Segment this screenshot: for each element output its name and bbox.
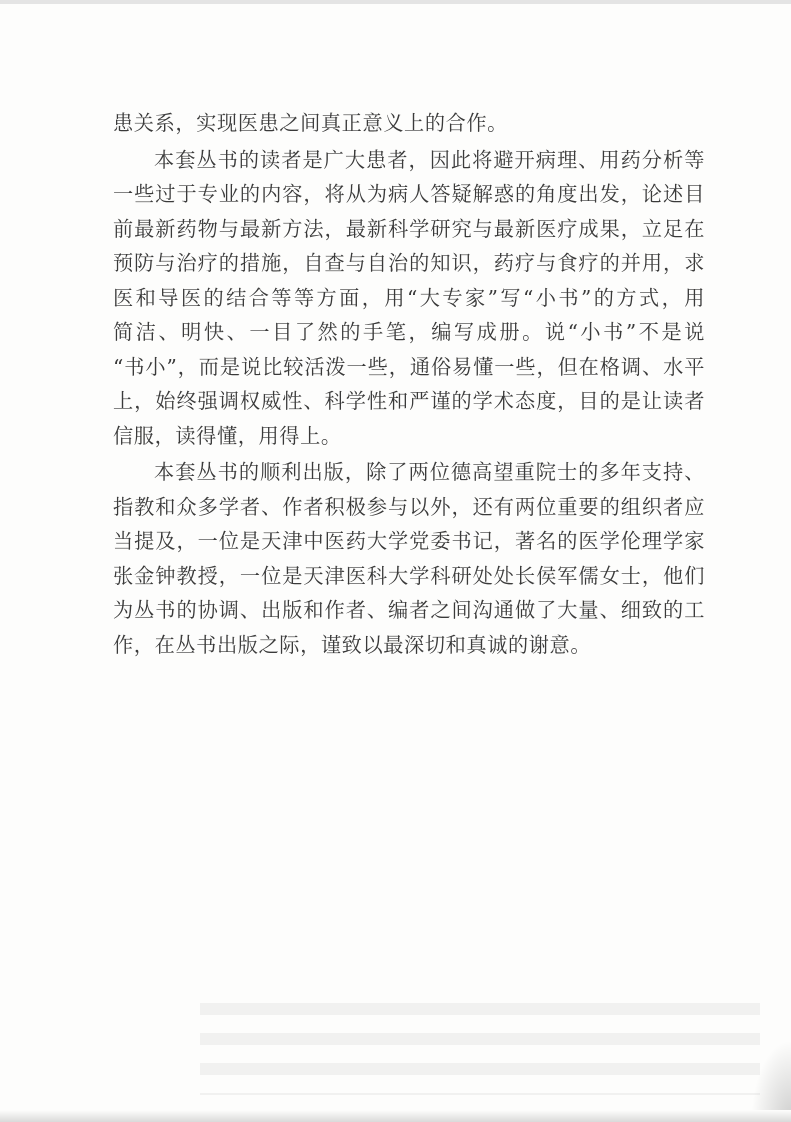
text-line: 本套丛书的读者是广大患者，因此将避开病理、用药分析等: [154, 147, 705, 172]
bleed-through-shadow: [200, 985, 760, 1095]
paragraph-2: [113, 143, 705, 454]
text-line: 指教和众多学者、作者积极参与以外，还有两位重要的组织者应: [113, 494, 705, 519]
text-line: 患关系，实现医患之间真正意义上的合作。: [113, 111, 508, 135]
scan-bottom-edge: [0, 1110, 791, 1122]
paragraph-1: [113, 106, 705, 141]
paragraph-3: [113, 455, 705, 662]
scan-top-edge: [0, 0, 791, 4]
text-line: 上，始终强调权威性、科学性和严谨的学术态度，目的是让读者: [113, 389, 705, 413]
document-body: [113, 106, 705, 662]
text-line: 前最新药物与最新方法，最新科学研究与最新医疗成果，立足在: [113, 216, 705, 241]
scan-corner-shadow: [751, 1040, 791, 1120]
text-line: 信服，读得懂，用得上。: [113, 423, 342, 448]
text-line: 简洁、明快、一目了然的手笔，编写成册。说“小书”不是说: [113, 320, 706, 344]
text-line: 当提及，一位是天津中医药大学党委书记，著名的医学伦理学家: [113, 529, 705, 553]
text-line: 医和导医的结合等等方面，用“大专家”写“小书”的方式，用: [113, 285, 705, 310]
text-line: 作，在丛书出版之际，谨致以最深切和真诚的谢意。: [113, 632, 592, 657]
text-line: 张金钟教授，一位是天津医科大学科研处处长侯军儒女士，他们: [113, 563, 705, 588]
text-line: 一些过于专业的内容，将从为病人答疑解惑的角度出发，论述目: [113, 182, 705, 206]
text-line: 本套丛书的顺利出版，除了两位德高望重院士的多年支持、: [154, 460, 705, 484]
text-line: 为丛书的协调、出版和作者、编者之间沟通做了大量、细致的工: [113, 598, 705, 622]
text-line: 预防与治疗的措施，自查与自治的知识，药疗与食疗的并用，求: [113, 251, 705, 275]
text-line: “书小”，而是说比较活泼一些，通俗易懂一些，但在格调、水平: [113, 354, 705, 379]
